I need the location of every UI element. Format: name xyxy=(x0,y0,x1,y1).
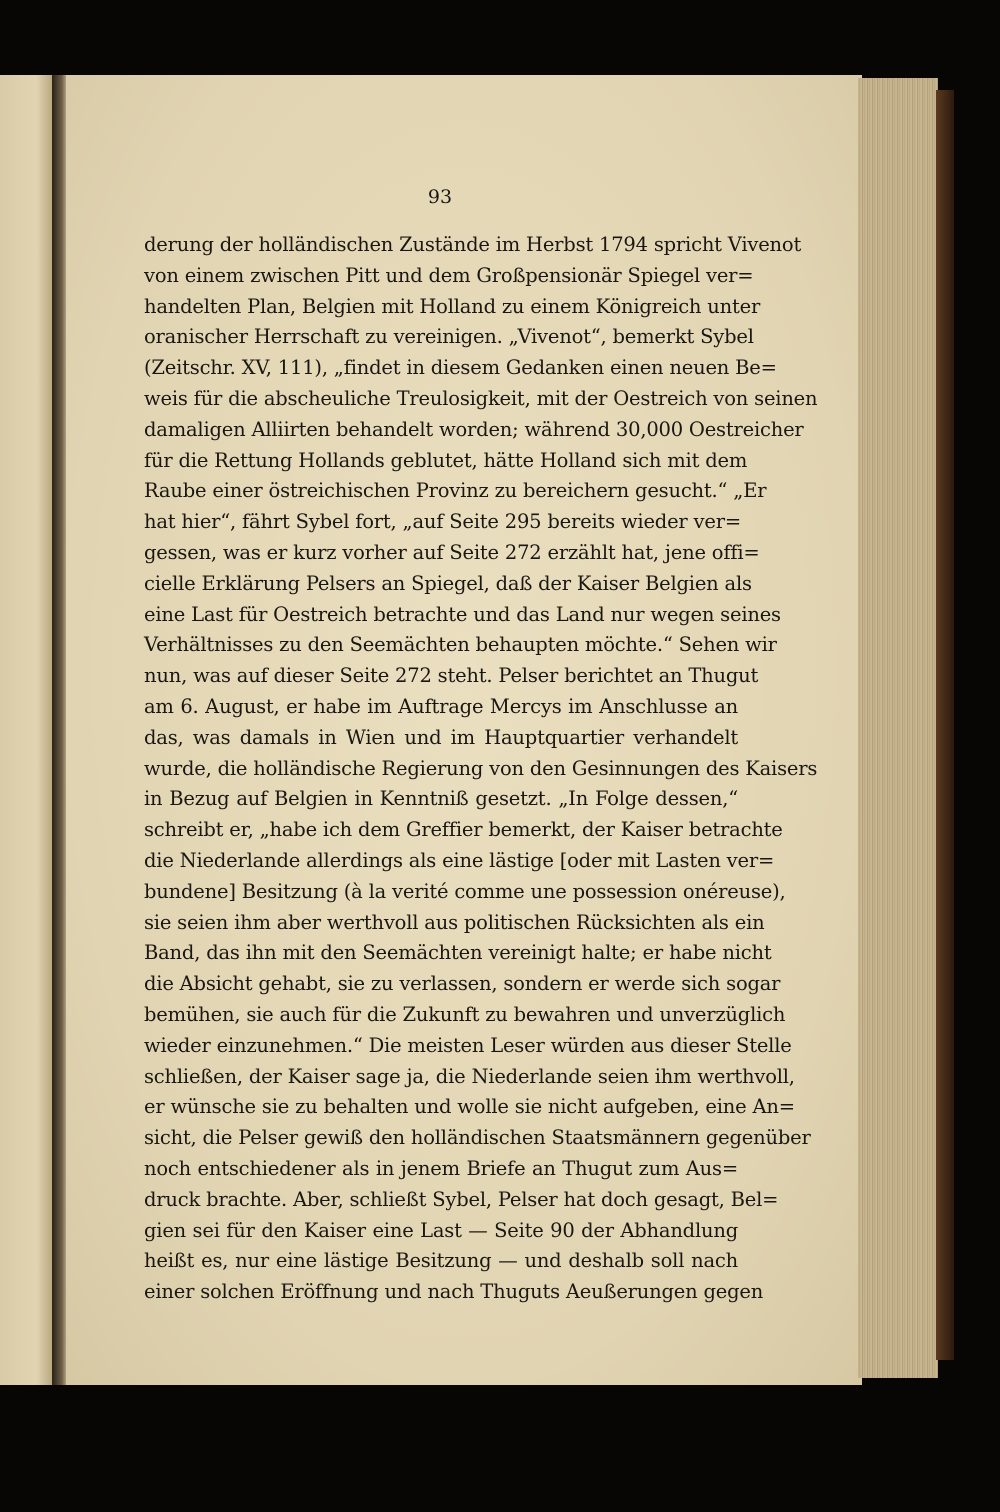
left-page-edge xyxy=(0,75,52,1385)
text-line: heißt es, nur eine lästige Besitzung — und deshalb soll nach xyxy=(144,1249,738,1273)
text-line: gessen, was er kurz vorher auf Seite 272 erzählt hat, jene offi= xyxy=(144,540,760,564)
text-line: bundene] Besitzung (à la verité comme une possession onéreuse), xyxy=(144,879,786,903)
book-cover-edge xyxy=(936,90,954,1360)
text-line: sie seien ihm aber werthvoll aus politischen Rücksichten als ein xyxy=(144,910,765,934)
text-line: cielle Erklärung Pelsers an Spiegel, daß der Kaiser Belgien als xyxy=(144,571,752,595)
text-line: druck brachte. Aber, schließt Sybel, Pelser hat doch gesagt, Bel= xyxy=(144,1187,779,1211)
text-line: weis für die abscheuliche Treulosigkeit, mit der Oestreich von seinen xyxy=(144,386,818,410)
text-line: eine Last für Oestreich betrachte und das Land nur wegen seines xyxy=(144,602,781,626)
text-line: oranischer Herrschaft zu vereinigen. „Vivenot“, bemerkt Sybel xyxy=(144,325,754,349)
text-line: die Absicht gehabt, sie zu verlassen, sondern er werde sich sogar xyxy=(144,972,781,996)
text-line: (Zeitschr. XV, 111), „findet in diesem Gedanken einen neuen Be= xyxy=(144,356,777,380)
text-line: schreibt er, „habe ich dem Greffier bemerkt, der Kaiser betrachte xyxy=(144,818,783,842)
text-line: von einem zwischen Pitt und dem Großpensionär Spiegel ver= xyxy=(144,263,754,287)
page-number: 93 xyxy=(427,186,453,208)
text-line: schließen, der Kaiser sage ja, die Niederlande seien ihm werthvoll, xyxy=(144,1064,795,1088)
text-line: sicht, die Pelser gewiß den holländischen Staatsmännern gegenüber xyxy=(144,1126,811,1150)
text-line: wurde, die holländische Regierung von den Gesinnungen des Kaisers xyxy=(144,756,818,780)
text-line: nun, was auf dieser Seite 272 steht. Pelser berichtet an Thugut xyxy=(144,664,759,688)
text-line: bemühen, sie auch für die Zukunft zu bewahren und unverzüglich xyxy=(144,1002,786,1026)
text-line: noch entschiedener als in jenem Briefe an Thugut zum Aus= xyxy=(144,1156,738,1180)
text-line: Raube einer östreichischen Provinz zu bereichern gesucht.“ „Er xyxy=(144,479,767,503)
text-line: das, was damals in Wien und im Hauptquartier verhandelt xyxy=(144,725,738,749)
text-line: am 6. August, er habe im Auftrage Mercys im Anschlusse an xyxy=(144,694,738,718)
text-line: die Niederlande allerdings als eine lästige [oder mit Lasten ver= xyxy=(144,848,775,872)
text-line: Band, das ihn mit den Seemächten vereinigt halte; er habe nicht xyxy=(144,941,772,965)
text-line: hat hier“, fährt Sybel fort, „auf Seite 295 bereits wieder ver= xyxy=(144,510,741,534)
body-text xyxy=(144,230,818,1308)
text-line: handelten Plan, Belgien mit Holland zu einem Königreich unter xyxy=(144,294,761,318)
text-line: damaligen Alliirten behandelt worden; während 30,000 Oestreicher xyxy=(144,417,804,441)
text-line: derung der holländischen Zustände im Herbst 1794 spricht Vivenot xyxy=(144,233,802,256)
text-line: er wünsche sie zu behalten und wolle sie nicht aufgeben, eine An= xyxy=(144,1095,795,1119)
text-line: in Bezug auf Belgien in Kenntniß gesetzt. „In Folge dessen,“ xyxy=(144,787,738,811)
text-line: gien sei für den Kaiser eine Last — Seite 90 der Abhandlung xyxy=(144,1218,738,1242)
page-edges xyxy=(858,78,938,1378)
text-line: Verhältnisses zu den Seemächten behaupten möchte.“ Sehen wir xyxy=(144,633,777,657)
text-line: für die Rettung Hollands geblutet, hätte Holland sich mit dem xyxy=(144,448,748,472)
text-line: wieder einzunehmen.“ Die meisten Leser würden aus dieser Stelle xyxy=(144,1033,792,1057)
text-line: einer solchen Eröffnung und nach Thuguts Aeußerungen gegen xyxy=(144,1280,764,1304)
